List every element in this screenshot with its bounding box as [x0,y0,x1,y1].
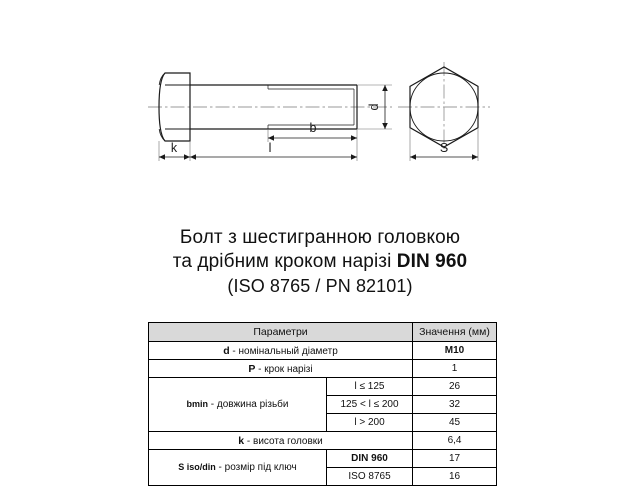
table-row-p [149,360,497,378]
param-label-d [149,342,413,360]
header-parameters: Параметри [149,323,413,342]
standard-name-din: DIN 960 [396,251,468,273]
dimension-label-s: S [439,141,449,155]
table-row-bmin-1 [149,378,497,396]
param-symbol-k: k [238,434,245,447]
arrow-b-left [268,135,274,141]
arrow-d-down [382,123,388,129]
param-symbol-bmin: bmin [186,399,208,409]
arrow-s-right [472,154,478,160]
param-label-k [149,432,413,450]
title-line-3: (ISO 8765 / PN 82101) [227,275,413,296]
standard-din-960: DIN 960 [327,450,413,468]
param-symbol-p: P [248,362,256,375]
arrow-k-right [184,154,190,160]
hex-bolt-technical-drawing [0,0,640,200]
param-text-d: - номінальный діаметр [229,345,338,357]
value-d: M10 [413,342,497,360]
param-symbol-s: S iso/din [178,462,216,472]
param-text-s: - розмір під ключ [215,462,297,473]
arrow-b-right [351,135,357,141]
bolt-side-view [148,73,392,161]
param-symbol-d: d [223,344,230,357]
bolt-head-end-view [398,62,490,161]
table-header-row [149,323,497,342]
standard-iso-8765: ISO 8765 [327,468,413,486]
arrow-l-left [190,154,196,160]
value-s-din: 17 [413,450,497,468]
param-label-p [149,360,413,378]
param-text-bmin: - довжина різьби [207,399,289,410]
param-text-k: - висота головки [244,435,323,447]
param-text-p: - крок нарізі [255,363,313,375]
dimension-label-l: l [268,141,272,155]
arrow-s-left [410,154,416,160]
specification-table-container [148,322,496,486]
param-label-s [149,450,327,486]
table-row-d [149,342,497,360]
title-line-2-text: та дрібним кроком нарізі [172,251,397,273]
value-s-iso: 16 [413,468,497,486]
dimension-label-k: k [170,141,178,155]
product-title-block [0,226,640,298]
specification-table [148,322,497,486]
value-bmin-1: 26 [413,378,497,396]
table-row-s-1 [149,450,497,468]
arrow-k-left [159,154,165,160]
header-values: Значення (мм) [413,323,497,342]
title-line-1: Болт з шестигранною головкою [179,227,461,248]
param-label-bmin [149,378,327,432]
condition-bmin-2: 125 < l ≤ 200 [327,396,413,414]
dimension-label-b: b [309,121,317,135]
condition-bmin-3: l > 200 [327,414,413,432]
arrow-l-right [351,154,357,160]
dimension-label-d: d [367,103,381,111]
arrow-d-up [382,85,388,91]
title-line-2 [0,250,640,274]
table-row-k [149,432,497,450]
value-p: 1 [413,360,497,378]
condition-bmin-1: l ≤ 125 [327,378,413,396]
value-bmin-2: 32 [413,396,497,414]
value-k: 6,4 [413,432,497,450]
value-bmin-3: 45 [413,414,497,432]
